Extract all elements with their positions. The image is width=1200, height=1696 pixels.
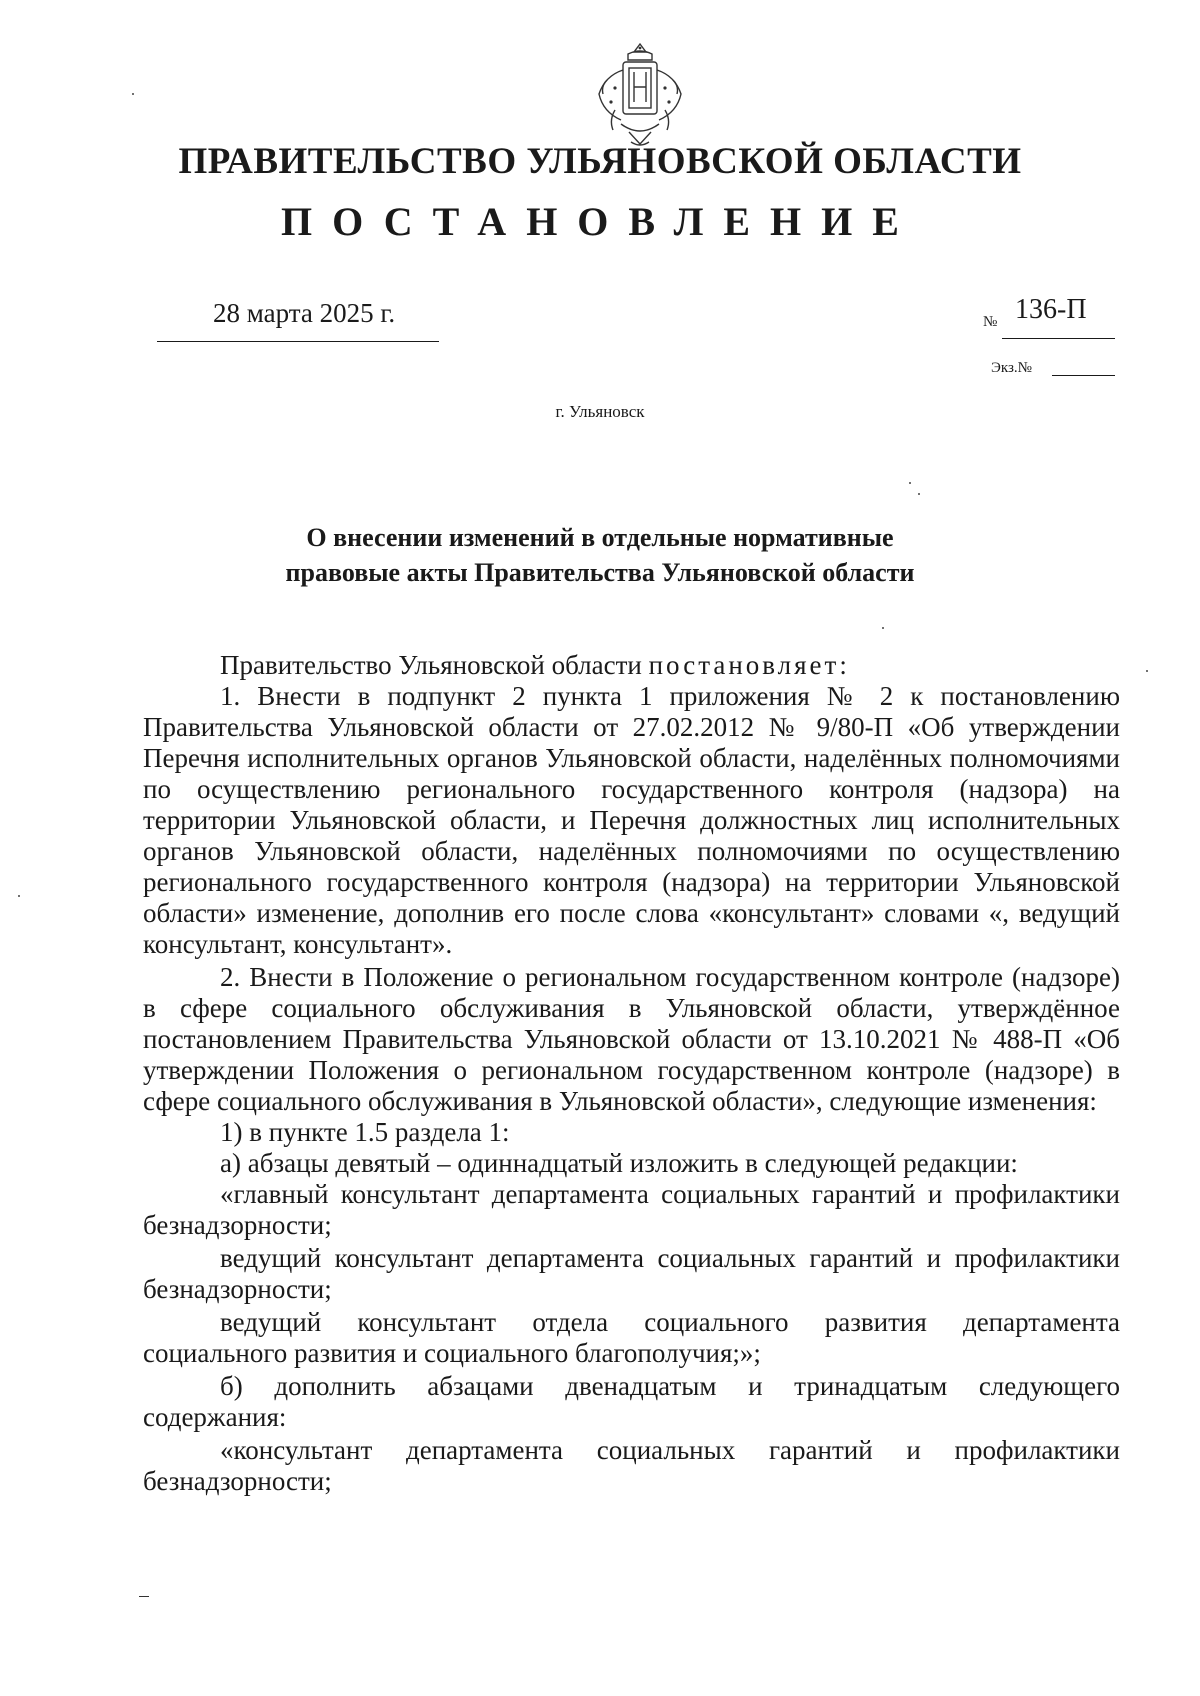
document-date: 28 марта 2025 г. bbox=[213, 298, 396, 328]
preamble-subject: Правительство Ульяновской области bbox=[220, 650, 649, 680]
scan-speck bbox=[1146, 670, 1148, 672]
scan-speck bbox=[882, 627, 884, 629]
coat-of-arms-icon bbox=[585, 40, 695, 152]
paragraph-8: б) дополнить абзацами двенадцатым и тринадцатым следующего содержания: bbox=[143, 1371, 1120, 1432]
scan-speck bbox=[918, 493, 920, 495]
paragraph-4: а) абзацы девятый – одиннадцатый изложить в следующей редакции: bbox=[220, 1148, 1018, 1178]
preamble bbox=[143, 650, 1120, 681]
paragraph-9: «консультант департамента социальных гарантий и профилактики безнадзорности; bbox=[143, 1435, 1120, 1496]
document-number: 136-П bbox=[1015, 294, 1087, 325]
number-underline bbox=[1002, 338, 1115, 339]
subject-line-1: О внесении изменений в отдельные нормативные bbox=[306, 523, 894, 552]
document-type-title: ПОСТАНОВЛЕНИЕ bbox=[281, 199, 919, 244]
subject-line-2: правовые акты Правительства Ульяновской области bbox=[285, 558, 915, 587]
number-sign: № bbox=[983, 314, 998, 330]
paragraph-7: ведущий консультант отдела социального развития департамента социального развития и социального благополучия;»; bbox=[143, 1307, 1120, 1368]
paragraph-5: «главный консультант департамента социальных гарантий и профилактики безнадзорности; bbox=[143, 1179, 1120, 1240]
paragraph-6: ведущий консультант департамента социальных гарантий и профилактики безнадзорности; bbox=[143, 1243, 1120, 1304]
city-name: г. Ульяновск bbox=[555, 402, 645, 421]
document-subject bbox=[0, 520, 1200, 590]
scan-mark bbox=[139, 1596, 149, 1597]
scan-speck bbox=[909, 482, 911, 484]
copy-number-underline bbox=[1052, 375, 1115, 376]
document-body bbox=[143, 650, 1120, 1497]
paragraph-1: 1. Внести в подпункт 2 пункта 1 приложения № 2 к постановлению Правительства Ульяновской области от 27.02.2012 № 9/80-П «Об утверждении Перечня исполнительных органов Ульяновской области, наделённых полномочиями по осуществлению регионального государственного контроля (надзора) на территории Ульяновской области, и Перечня должностных лиц исполнительных органов Ульяновской области, наделённых полномочиями по осуществлению регионального государственного контроля (надзора) на территории Ульяновской области» изменение, дополнив его после слова «консультант» словами «, ведущий консультант, консультант». bbox=[143, 681, 1120, 959]
paragraph-2: 2. Внести в Положение о региональном государственном контроле (надзоре) в сфере социального обслуживания в Ульяновской области, утверждённое постановлением Правительства Ульяновской области от 13.10.2021 № 488-П «Об утверждении Положения о региональном государственном контроле (надзоре) в сфере социального обслуживания в Ульяновской области», следующие изменения: bbox=[143, 962, 1120, 1116]
scan-speck bbox=[132, 93, 134, 95]
scan-speck bbox=[18, 895, 20, 897]
preamble-verb: постановляет: bbox=[648, 650, 850, 680]
paragraph-3: 1) в пункте 1.5 раздела 1: bbox=[220, 1117, 510, 1147]
date-underline bbox=[157, 341, 439, 342]
copy-number-label: Экз.№ bbox=[991, 360, 1032, 376]
government-title: ПРАВИТЕЛЬСТВО УЛЬЯНОВСКОЙ ОБЛАСТИ bbox=[178, 141, 1022, 182]
